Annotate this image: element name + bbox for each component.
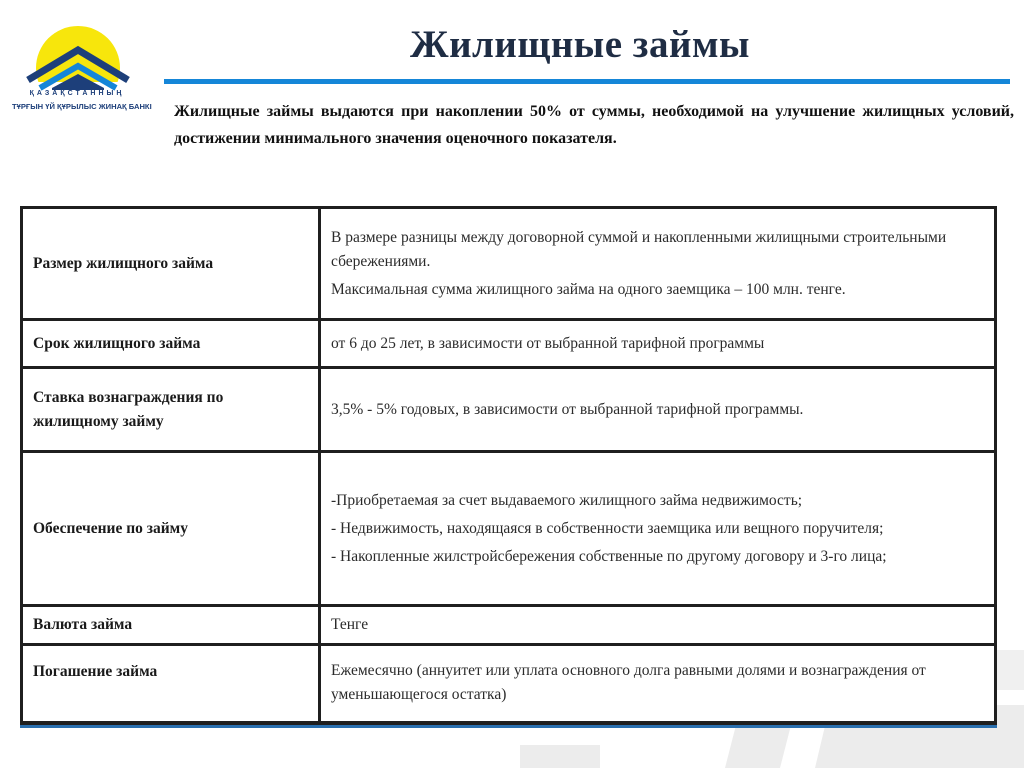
table-row: [22, 452, 996, 606]
value-line: Ежемесячно (аннуитет или уплата основного долга равными долями и вознаграждения от уменьшающегося остатка): [331, 662, 926, 704]
row-label: Ставка вознаграждения по жилищному займу: [22, 368, 320, 452]
loan-terms-table: [20, 206, 997, 725]
table-row: [22, 368, 996, 452]
row-value: [320, 606, 996, 645]
value-line: 3,5% - 5% годовых, в зависимости от выбранной тарифной программы.: [331, 400, 804, 418]
row-value: [320, 452, 996, 606]
value-line: Максимальная сумма жилищного займа на одного заемщика – 100 млн. тенге.: [331, 280, 846, 298]
value-line: Тенге: [331, 616, 369, 633]
row-label: Обеспечение по займу: [22, 452, 320, 606]
value-line: - Недвижимость, находящаяся в собственности заемщика или вещного поручителя;: [331, 519, 884, 537]
value-line: - Накопленные жилстройсбережения собственные по другому договору и 3-го лица;: [331, 547, 887, 565]
logo-text-line1: ҚАЗАҚСТАННЫҢ: [29, 90, 125, 97]
table-row: [22, 208, 996, 320]
row-value: [320, 645, 996, 723]
row-label: Размер жилищного займа: [22, 208, 320, 320]
row-value: [320, 368, 996, 452]
table-row: [22, 645, 996, 723]
value-line: -Приобретаемая за счет выдаваемого жилищного займа недвижимость;: [331, 491, 803, 509]
page-title: Жилищные займы: [410, 23, 750, 66]
value-line: В размере разницы между договорной суммой и накопленными жилищными строительными сбережениями.: [331, 228, 947, 270]
table-row: [22, 320, 996, 368]
title-underline: [164, 79, 1010, 84]
row-label: Погашение займа: [22, 645, 320, 723]
row-value: [320, 320, 996, 368]
row-value: [320, 208, 996, 320]
logo-text-line2: ТҰРҒЫН ҮЙ ҚҰРЫЛЫС ЖИНАҚ БАНКІ: [12, 102, 152, 111]
row-label: Срок жилищного займа: [22, 320, 320, 368]
row-label: Валюта займа: [22, 606, 320, 645]
table-row: [22, 606, 996, 645]
intro-paragraph: Жилищные займы выдаются при накоплении 50% от суммы, необходимой на улучшение жилищных условий, достижении минимального значения оценочного показателя.: [174, 103, 1014, 147]
value-line: от 6 до 25 лет, в зависимости от выбранной тарифной программы: [331, 334, 765, 352]
